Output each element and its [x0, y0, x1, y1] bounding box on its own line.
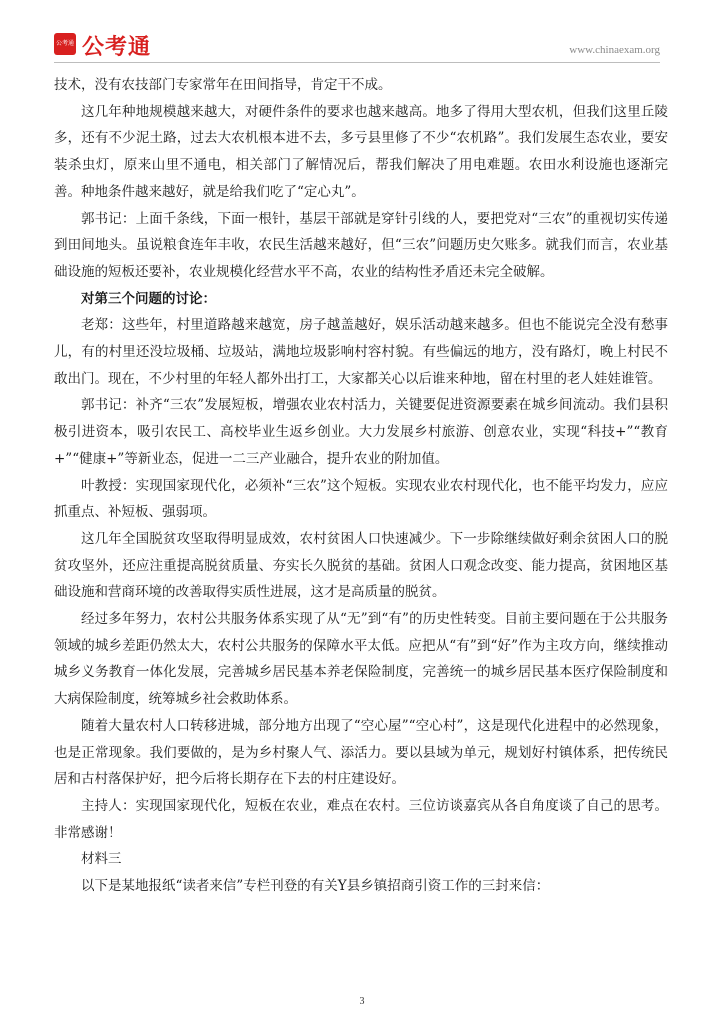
- logo-text: 公考通: [82, 35, 152, 60]
- paragraph: 郭书记：上面千条线，下面一根针，基层干部就是穿针引线的人，要把党对“三农”的重视切实传递到田间地头。虽说粮食连年丰收，农民生活越来越好，但“三农”问题历史欠账多。就我们而言，农业基础设施的短板还要补，农业规模化经营水平不高，农业的结构性矛盾还未完全破解。: [54, 210, 668, 280]
- header-divider: [54, 62, 660, 63]
- paragraph: 老郑：这些年，村里道路越来越宽，房子越盖越好，娱乐活动越来越多。但也不能说完全没有愁事儿，有的村里还没垃圾桶、垃圾站，满地垃圾影响村容村貌。有些偏远的地方，没有路灯，晚上村民不敢出门。现在，不少村里的年轻人都外出打工，大家都关心以后谁来种地，留在村里的老人娃娃谁管。: [54, 317, 668, 387]
- paragraph: 郭书记：补齐“三农”发展短板，增强农业农村活力，关键要促进资源要素在城乡间流动。我们县积极引进资本，吸引农民工、高校毕业生返乡创业。大力发展乡村旅游、创意农业，实现“科技+”“教育+”“健康+”等新业态，促进一二三产业融合，提升农业的附加值。: [54, 397, 668, 467]
- paragraph: 主持人：实现国家现代化，短板在农业，难点在农村。三位访谈嘉宾从各自角度谈了自己的思考。非常感谢！: [54, 797, 668, 841]
- page-header: [0, 0, 724, 64]
- paragraph: 叶教授：实现国家现代化，必须补“三农”这个短板。实现农业农村现代化，也不能平均发力，应应抓重点、补短板、强弱项。: [54, 477, 668, 521]
- logo-icon: [54, 33, 76, 55]
- paragraph: 随着大量农村人口转移进城，部分地方出现了“空心屋”“空心村”，这是现代化进程中的必然现象，也是正常现象。我们要做的，是为乡村聚人气、添活力。要以县域为单元，规划好村镇体系，把传统民居和古村落保护好，把今后将长期存在下去的村庄建设好。: [54, 717, 668, 788]
- paragraph: 这几年种地规模越来越大，对硬件条件的要求也越来越高。地多了得用大型农机，但我们这里丘陵多，还有不少泥土路，过去大农机根本进不去，多亏县里修了不少“农机路”。我们发展生态农业，要安装杀虫灯，原来山里不通电，相关部门了解情况后，帮我们解决了用电难题。农田水利设施也逐渐完善。种地条件越来越好，就是给我们吃了“定心丸”。: [54, 103, 668, 200]
- paragraph: 材料三: [81, 851, 122, 868]
- paragraph: 这几年全国脱贫攻坚取得明显成效，农村贫困人口快速减少。下一步除继续做好剩余贫困人口的脱贫攻坚外，还应注重提高脱贫质量、夯实长久脱贫的基础。贫困人口观念改变、能力提高，贫困地区基础设施和营商环境的改善取得实质性进展，这才是高质量的脱贫。: [54, 530, 668, 601]
- section-heading: 对第三个问题的讨论：: [81, 290, 216, 307]
- logo-badge-text: 公考通: [55, 40, 74, 47]
- paragraph: 经过多年努力，农村公共服务体系实现了从“无”到“有”的历史性转变。目前主要问题在于公共服务领域的城乡差距仍然太大，农村公共服务的保障水平太低。应把从“有”到“好”作为主攻方向，继续推动城乡义务教育一体化发展，完善城乡居民基本养老保险制度，完善统一的城乡居民基本医疗保险制度和大病保险制度，统筹城乡社会救助体系。: [54, 611, 668, 708]
- paragraph: 以下是某地报纸“读者来信”专栏刊登的有关Y县乡镇招商引资工作的三封来信：: [81, 878, 550, 895]
- page-number: 3: [359, 996, 365, 1007]
- paragraph: 技术，没有农技部门专家常年在田间指导，肯定干不成。: [54, 77, 392, 93]
- document-body: [54, 72, 668, 900]
- site-url: www.chinaexam.org: [569, 44, 660, 56]
